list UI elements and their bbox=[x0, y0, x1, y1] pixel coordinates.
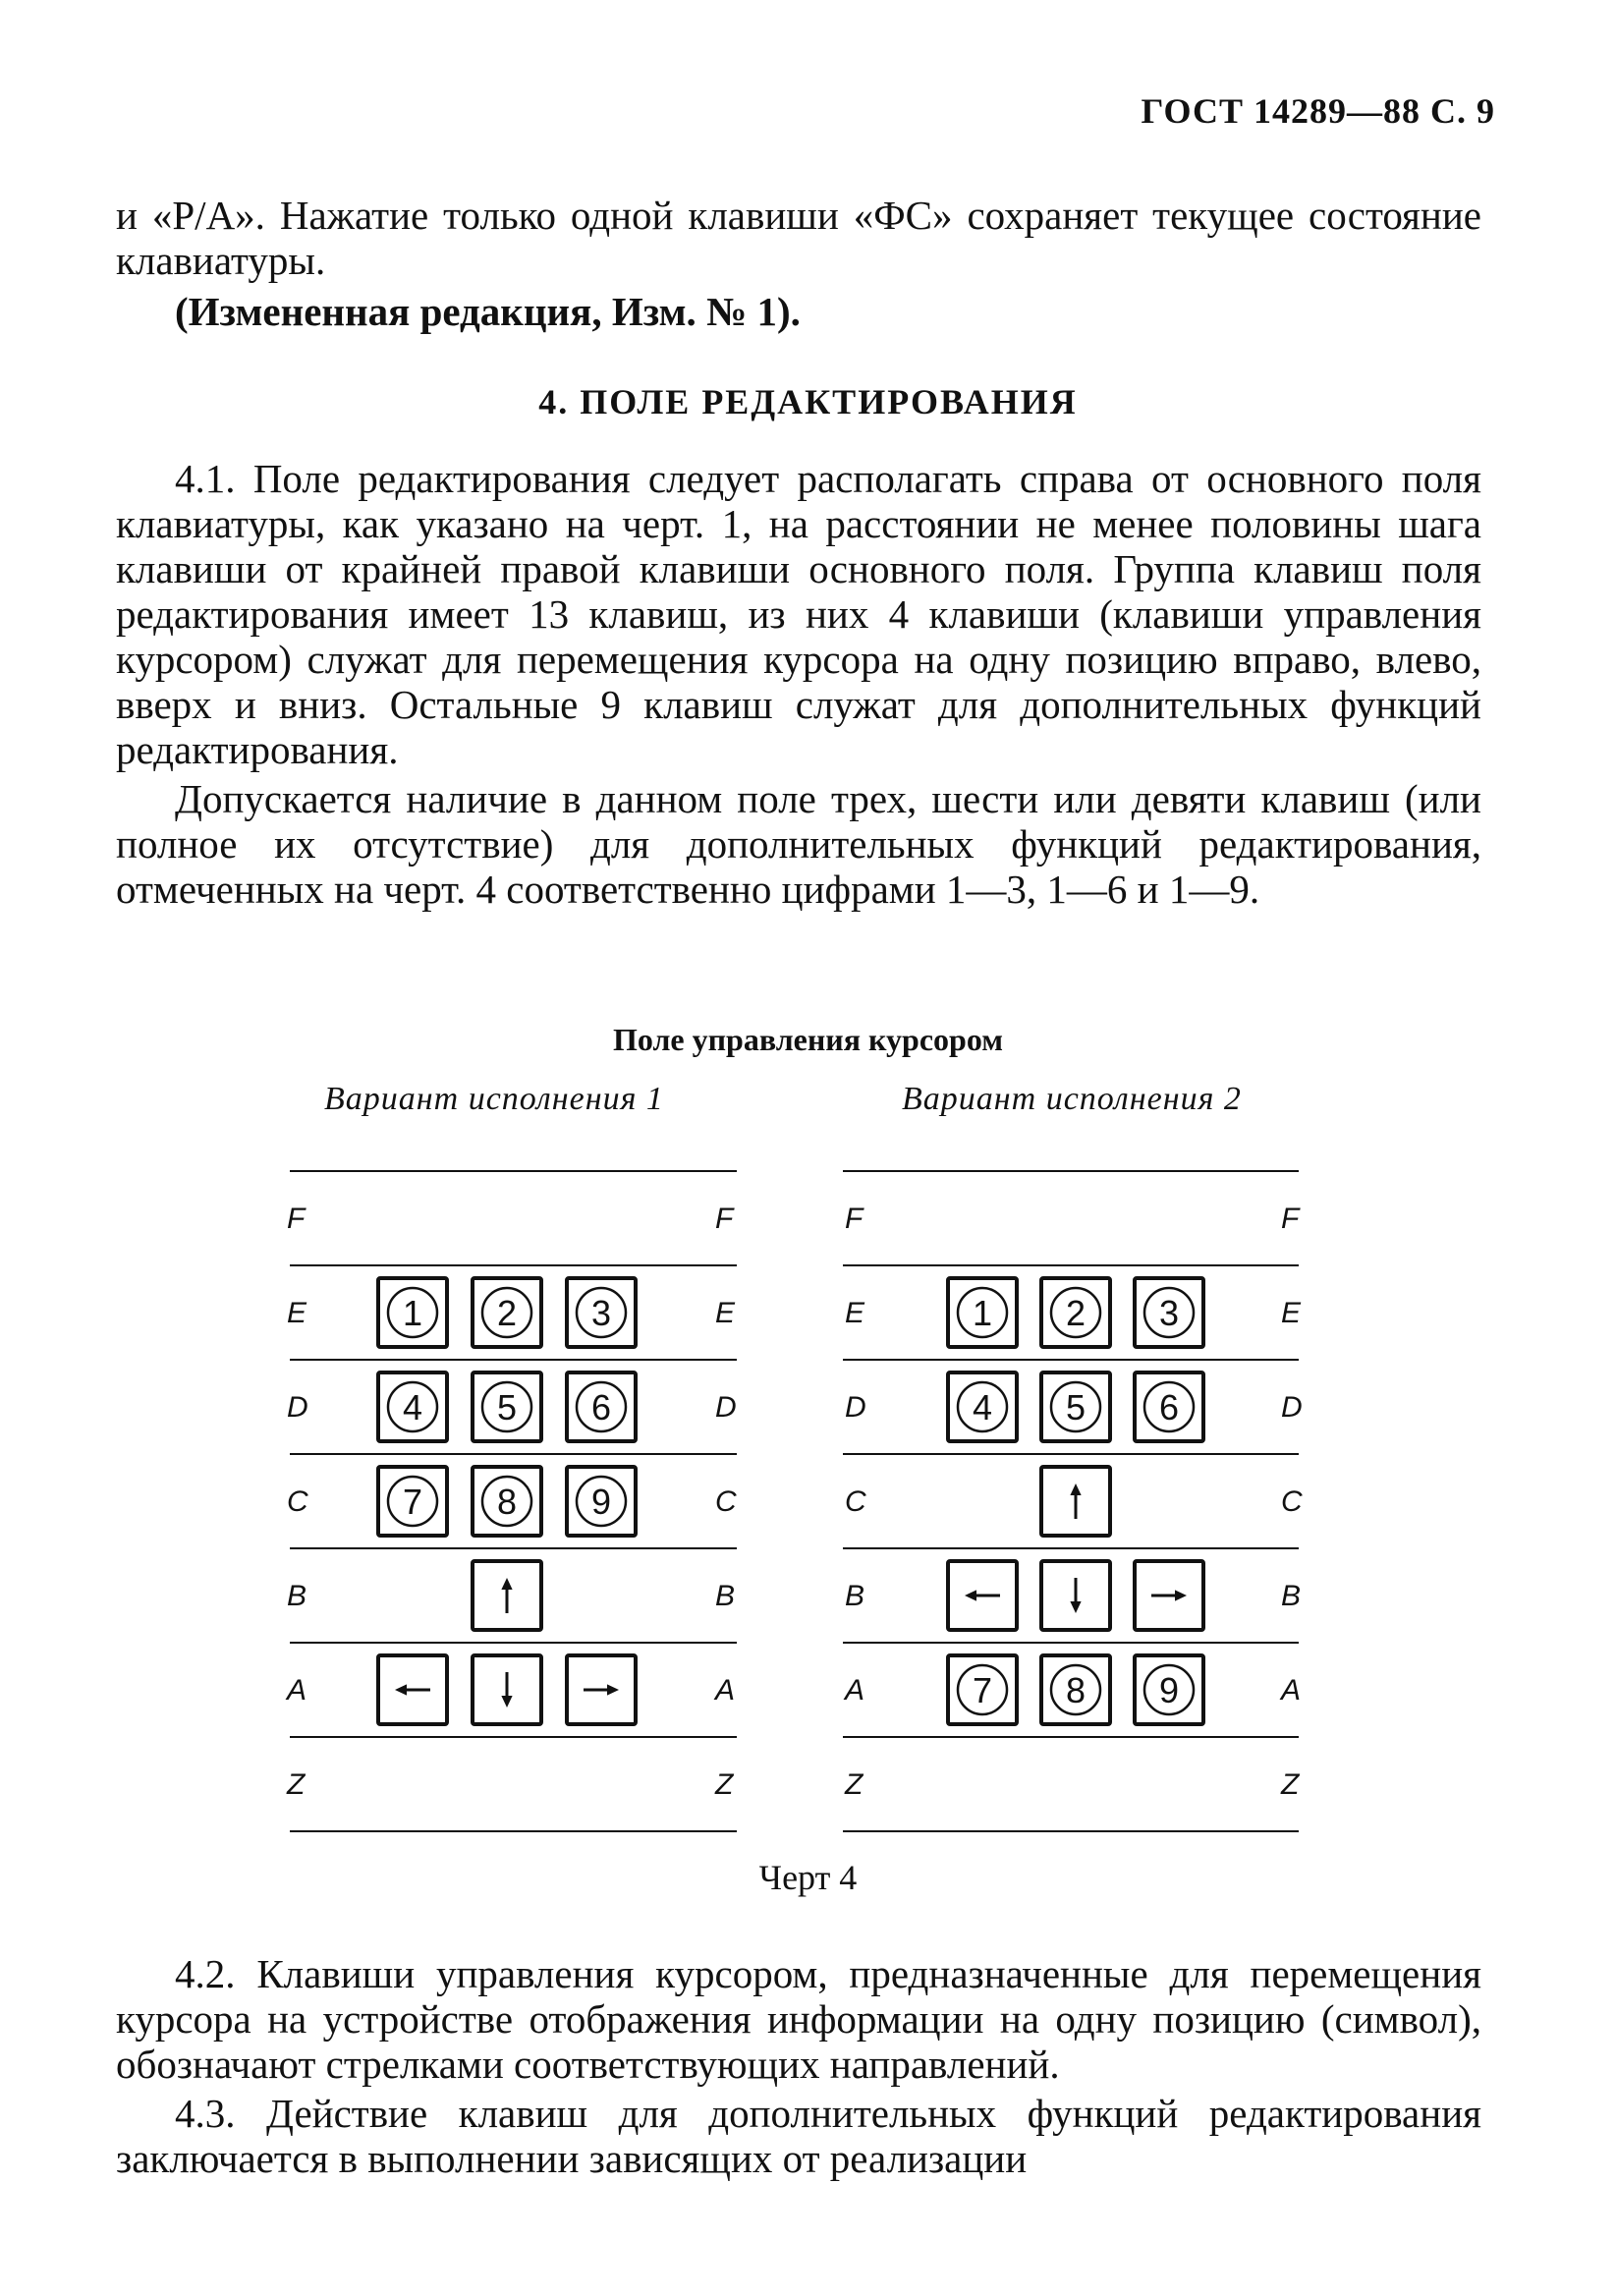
v1-row-label-left-C: C bbox=[287, 1485, 308, 1518]
v1-key-9-label: 9 bbox=[590, 1482, 612, 1522]
v1-row-label-right-Z: Z bbox=[715, 1768, 734, 1801]
v2-key-2-label: 2 bbox=[1065, 1293, 1087, 1333]
figure-title: Поле управления курсором bbox=[612, 1022, 1004, 1057]
v1-row-label-right-D: D bbox=[715, 1391, 737, 1424]
left-arrow-icon bbox=[965, 1590, 1000, 1600]
v1-row-label-left-D: D bbox=[287, 1391, 308, 1424]
v2-key-8-label: 8 bbox=[1065, 1670, 1087, 1710]
v2-row-label-right-B: B bbox=[1281, 1580, 1302, 1612]
down-arrow-icon bbox=[501, 1672, 512, 1708]
v2-key-5-label: 5 bbox=[1065, 1387, 1087, 1428]
page-header: ГОСТ 14289—88 С. 9 bbox=[1141, 91, 1495, 131]
v1-key-8-label: 8 bbox=[496, 1482, 518, 1522]
figure-caption: Черт 4 bbox=[758, 1858, 858, 1897]
v1-key-1-label: 1 bbox=[402, 1293, 423, 1333]
v2-row-label-left-A: A bbox=[845, 1674, 865, 1707]
v1-key-5-label: 5 bbox=[496, 1387, 518, 1428]
v2-row-label-left-D: D bbox=[845, 1391, 866, 1424]
intro-paragraph: и «Р/А». Нажатие только одной клавиши «ФС» сохраняет текущее состояние клавиатуры. bbox=[116, 193, 1481, 283]
bottom-text-block bbox=[116, 1951, 1481, 2181]
v1-row-label-left-Z: Z bbox=[287, 1768, 306, 1801]
v2-row-label-left-B: B bbox=[845, 1580, 865, 1612]
v2-key-9-label: 9 bbox=[1158, 1670, 1180, 1710]
v1-row-label-left-F: F bbox=[287, 1203, 306, 1235]
v2-row-label-right-A: A bbox=[1281, 1674, 1302, 1707]
v2-key-3-label: 3 bbox=[1158, 1293, 1180, 1333]
v1-row-label-left-B: B bbox=[287, 1580, 307, 1612]
v2-key-1-label: 1 bbox=[972, 1293, 993, 1333]
section-title: 4. ПОЛЕ РЕДАКТИРОВАНИЯ bbox=[538, 382, 1078, 421]
v1-row-label-right-F: F bbox=[715, 1203, 734, 1235]
v1-key-7-label: 7 bbox=[402, 1482, 423, 1522]
v2-row-label-right-D: D bbox=[1281, 1391, 1303, 1424]
left-arrow-icon bbox=[395, 1684, 430, 1695]
v1-row-label-left-E: E bbox=[287, 1297, 307, 1329]
paragraph-4-2: 4.2. Клавиши управления курсором, предназначенные для перемещения курсора на устройстве отображения информации на одну позицию (символ), обозначают стрелками соответствующих направлений. bbox=[116, 1951, 1481, 2087]
v2-row-label-right-C: C bbox=[1281, 1485, 1303, 1518]
v2-row-label-left-E: E bbox=[845, 1297, 865, 1329]
v2-row-label-right-F: F bbox=[1281, 1203, 1300, 1235]
v1-key-3-label: 3 bbox=[590, 1293, 612, 1333]
v1-key-2-label: 2 bbox=[496, 1293, 518, 1333]
section-body bbox=[116, 456, 1481, 912]
up-arrow-icon bbox=[1070, 1484, 1081, 1519]
v2-row-label-left-F: F bbox=[845, 1203, 864, 1235]
v2-key-6-label: 6 bbox=[1158, 1387, 1180, 1428]
v2-key-7-label: 7 bbox=[972, 1670, 993, 1710]
right-arrow-icon bbox=[1151, 1590, 1187, 1600]
down-arrow-icon bbox=[1070, 1578, 1081, 1613]
v2-row-label-left-C: C bbox=[845, 1485, 866, 1518]
v1-key-4-label: 4 bbox=[402, 1387, 423, 1428]
v2-row-label-right-Z: Z bbox=[1281, 1768, 1300, 1801]
up-arrow-icon bbox=[501, 1578, 512, 1613]
v1-row-label-right-E: E bbox=[715, 1297, 736, 1329]
v2-row-label-left-Z: Z bbox=[845, 1768, 864, 1801]
v1-key-6-label: 6 bbox=[590, 1387, 612, 1428]
top-text-block bbox=[116, 193, 1481, 334]
amendment-note: (Измененная редакция, Изм. № 1). bbox=[175, 289, 801, 334]
paragraph-4-1-b: Допускается наличие в данном поле трех, шести или девяти клавиш (или полное их отсутствие) для дополнительных функций редактирования, отмеченных на черт. 4 соответственно цифрами 1—3, 1—6 и 1—9. bbox=[116, 776, 1481, 912]
v2-key-4-label: 4 bbox=[972, 1387, 993, 1428]
cursor-key-diagram bbox=[0, 1140, 1616, 1847]
paragraph-4-3: 4.3. Действие клавиш для дополнительных функций редактирования заключается в выполнении зависящих от реализации bbox=[116, 2091, 1481, 2181]
variant-1-label: Вариант исполнения 1 bbox=[324, 1081, 664, 1117]
v1-row-label-right-A: A bbox=[715, 1674, 736, 1707]
paragraph-4-1: 4.1. Поле редактирования следует располагать справа от основного поля клавиатуры, как указано на черт. 1, на расстоянии не менее половины шага клавиши от крайней правой клавиши основного поля. Группа клавиш поля редактирования имеет 13 клавиш, из них 4 клавиши (клавиши управления курсором) служат для перемещения курсора на одну позицию вправо, влево, вверх и вниз. Остальные 9 клавиш служат для дополнительных функций редактирования. bbox=[116, 456, 1481, 772]
v2-row-label-right-E: E bbox=[1281, 1297, 1302, 1329]
variant-2-label: Вариант исполнения 2 bbox=[902, 1081, 1242, 1117]
v1-row-label-right-C: C bbox=[715, 1485, 737, 1518]
right-arrow-icon bbox=[584, 1684, 619, 1695]
v1-row-label-left-A: A bbox=[287, 1674, 307, 1707]
v1-row-label-right-B: B bbox=[715, 1580, 736, 1612]
